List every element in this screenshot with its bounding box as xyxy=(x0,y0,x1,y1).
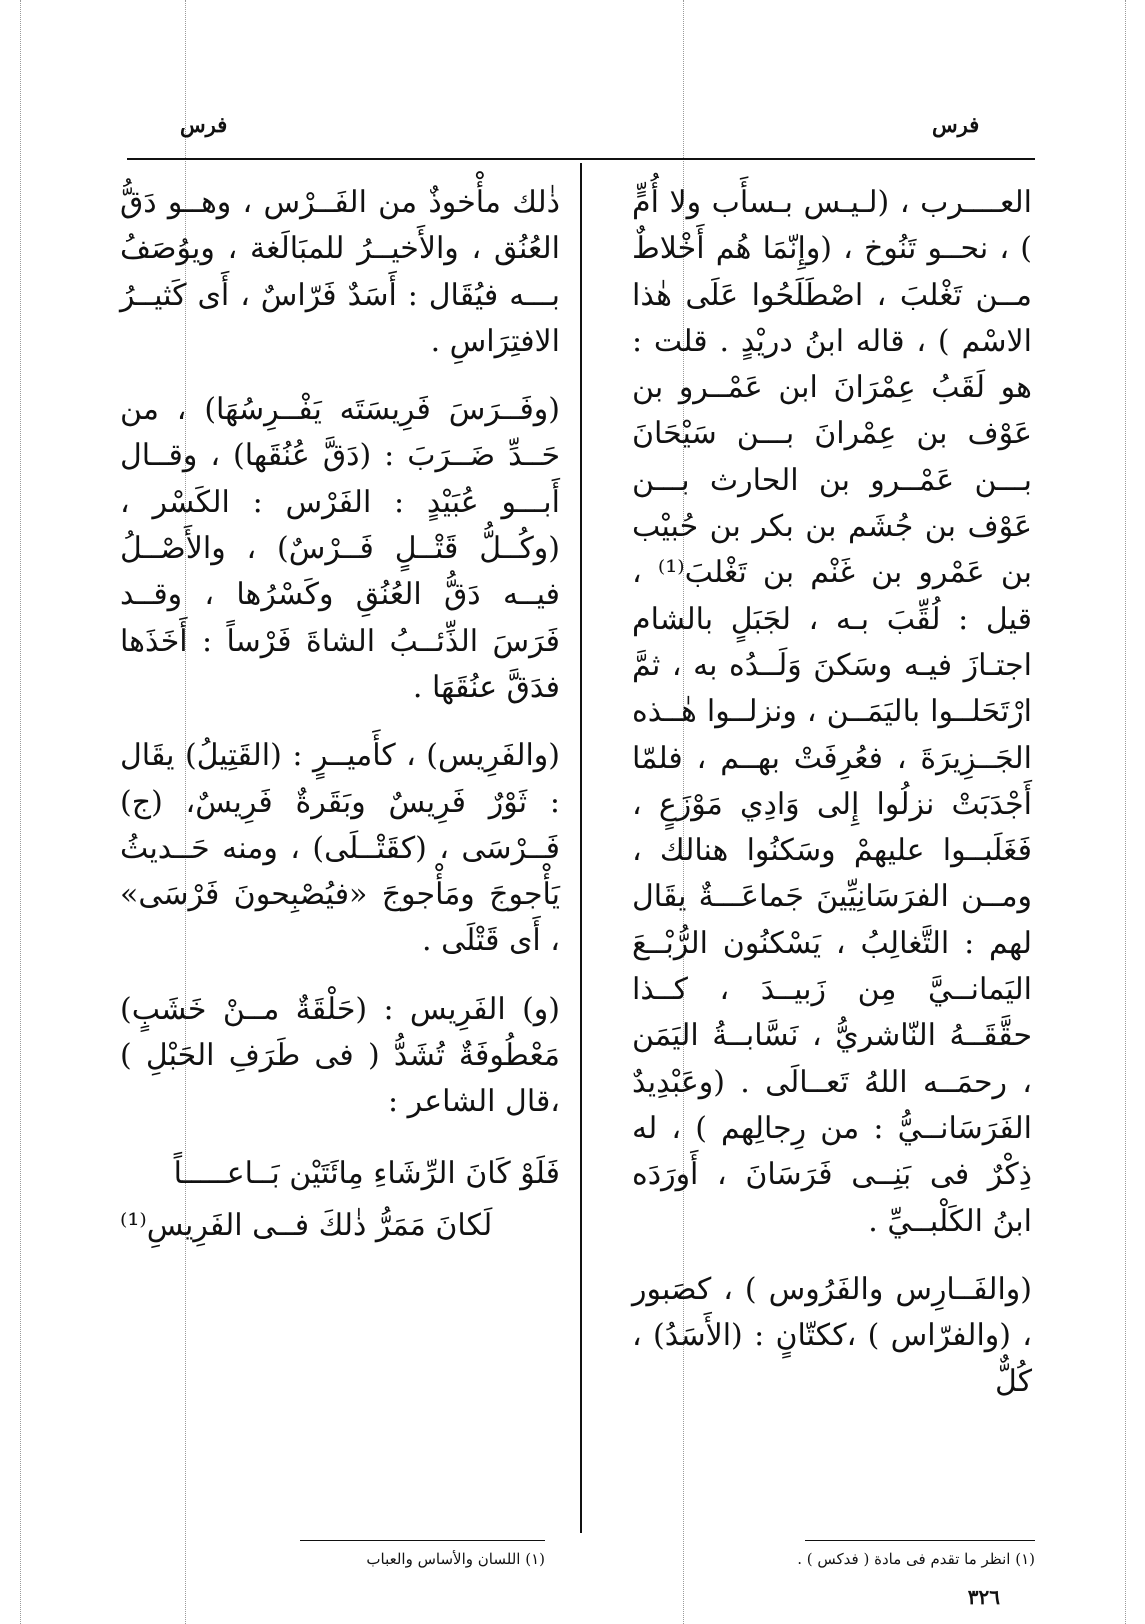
scan-dotted-line xyxy=(1125,0,1126,1624)
header-rule xyxy=(127,158,1035,160)
footnote-rule-left xyxy=(300,1540,545,1541)
footnote-right: (١) انظر ما تقدم فى مادة ( فدكس ) . xyxy=(797,1550,1035,1568)
page-number: ٣٢٦ xyxy=(967,1585,1000,1609)
verse-line-2: لَكانَ مَمَرُّ ذٰلكَ فــى الفَرِيسِ⁽¹⁾ xyxy=(120,1207,493,1243)
running-head-left: فرس xyxy=(180,112,228,137)
left-paragraph: (و) الفَرِيس : (حَلْقَةٌ مــنْ خَشَبٍ) مَعْطُوفَةٌ تُشَدُّ ( فى طَرَفِ الحَبْلِ ) ،قال الشاعر : xyxy=(120,991,560,1120)
left-column xyxy=(120,180,560,1252)
left-paragraph: (وفَــرَسَ فَرِيسَتَه يَفْــرِسُهَا) ، من حَــدِّ ضَــرَبَ : (دَقَّ عُنُقَها) ، وقــال أَبـــو عُبَيْدٍ : الفَرْس : الكَسْر ، (وكُــلُّ قَتْــلٍ فَــرْسٌ) ، والأَصْــلُ فيــه دَقُّ العُنُقِ وكَسْرُها ، وقــد فَرَسَ الذِّئــبُ الشاةَ فَرْساً : أَخَذَها فدَقَّ عنُقَهَا . xyxy=(120,392,560,705)
left-paragraph: (والفَرِيس) ، كأَميــرٍ : (القَتِيلُ) يقَال : ثَوْرٌ فَرِيسٌ وبَقَرةٌ فَرِيسٌ، (ج) فَــرْسَى ، (كقَتْــلَى) ، ومنه حَــديثُ يَأْجوجَ ومَأْجوجَ «فيُصْبِحونَ فَرْسَى» ، أَى قَتْلَى . xyxy=(120,738,560,959)
right-column xyxy=(632,180,1032,1428)
right-paragraph: العــــرب ، (لـيـس بـسأَب ولا أُمٍّ ) ، نحــو تَنُوخ ، (وإِنّمَا هُم أَخْلاطٌ مــن تَغْلبَ ، اصْطَلَحُوا عَلَى هٰذا الاسْم ) ، قاله ابنُ دريْدٍ . قلت : هو لَقَبُ عِمْرَانَ ابن عَمْــرو بن عَوْف بن عِمْرانَ بـــن سَيْحَانَ بـــن عَمْــرو بن الحارث بـــن عَوْف بن جُشَم بن بكر بن حُبيْب بن عَمْرو بن غَنْم بن تَغْلبَ⁽¹⁾ ، قيل : لُقِّبَ بـه ، لجَبَلٍ بالشام اجتـازَ فيـه وسَكنَ وَلَــدُه به ، ثمَّ ارْتَحَلــوا باليَمَــن ، ونزلــوا هٰــذه الجَــزِيرَةَ ، فعُرِفَتْ بهــم ، فلمّا أَجْدَبَتْ نزلُوا إِلى وَادِي مَوْزَعٍ ، فَغَلَبــوا عليهمْ وسَكنُوا هنالك ، ومــن الفرَسَانِيِّينَ جَماعَـــةٌ يقَال لهم : التَّغالِبُ ، يَسْكنُون الرُّبْــعَ اليَمانــيَّ مِن زَبيــدَ ، كــذا حقَّقَــهُ النّاشريُّ ، نَسَّابــةُ اليَمَن ، رحمَــه اللهُ تَعــالَى . (وعَبْدِيدٌ الفَرَسَانــيُّ : من رِجالِهم ) ، له ذِكْرٌ فى بَنِــى فَرَسَانَ ، أَورَدَه ابنُ الكَلْبــيِّ . xyxy=(632,185,1032,1239)
column-divider xyxy=(580,163,582,1533)
running-head-right: فرس xyxy=(932,112,980,137)
footnote-rule-right xyxy=(805,1540,1035,1541)
footnote-left: (١) اللسان والأساس والعباب xyxy=(366,1550,545,1568)
left-paragraph: ذٰلك مأْخوذٌ من الفَــرْس ، وهــو دَقُّ العُنُق ، والأَخيــرُ للمبَالَغة ، ويوُصَفُ بـــه فيُقَال : أَسَدٌ فَرّاسٌ ، أَى كَثيــرُ الافتِرَاسِ . xyxy=(120,185,560,359)
verse-line-1: فَلَوْ كَانَ الرِّشَاءِ مِائَتَيْن بَــاعـــــاً xyxy=(173,1155,560,1191)
scan-dotted-line xyxy=(20,0,21,1624)
right-paragraph: (والفَــارِس والفَرُوس ) ، كصَبور ، (والفرّاس ) ،ككتّانٍ : (الأَسَدُ) ، كُلٌّ xyxy=(632,1271,1032,1400)
